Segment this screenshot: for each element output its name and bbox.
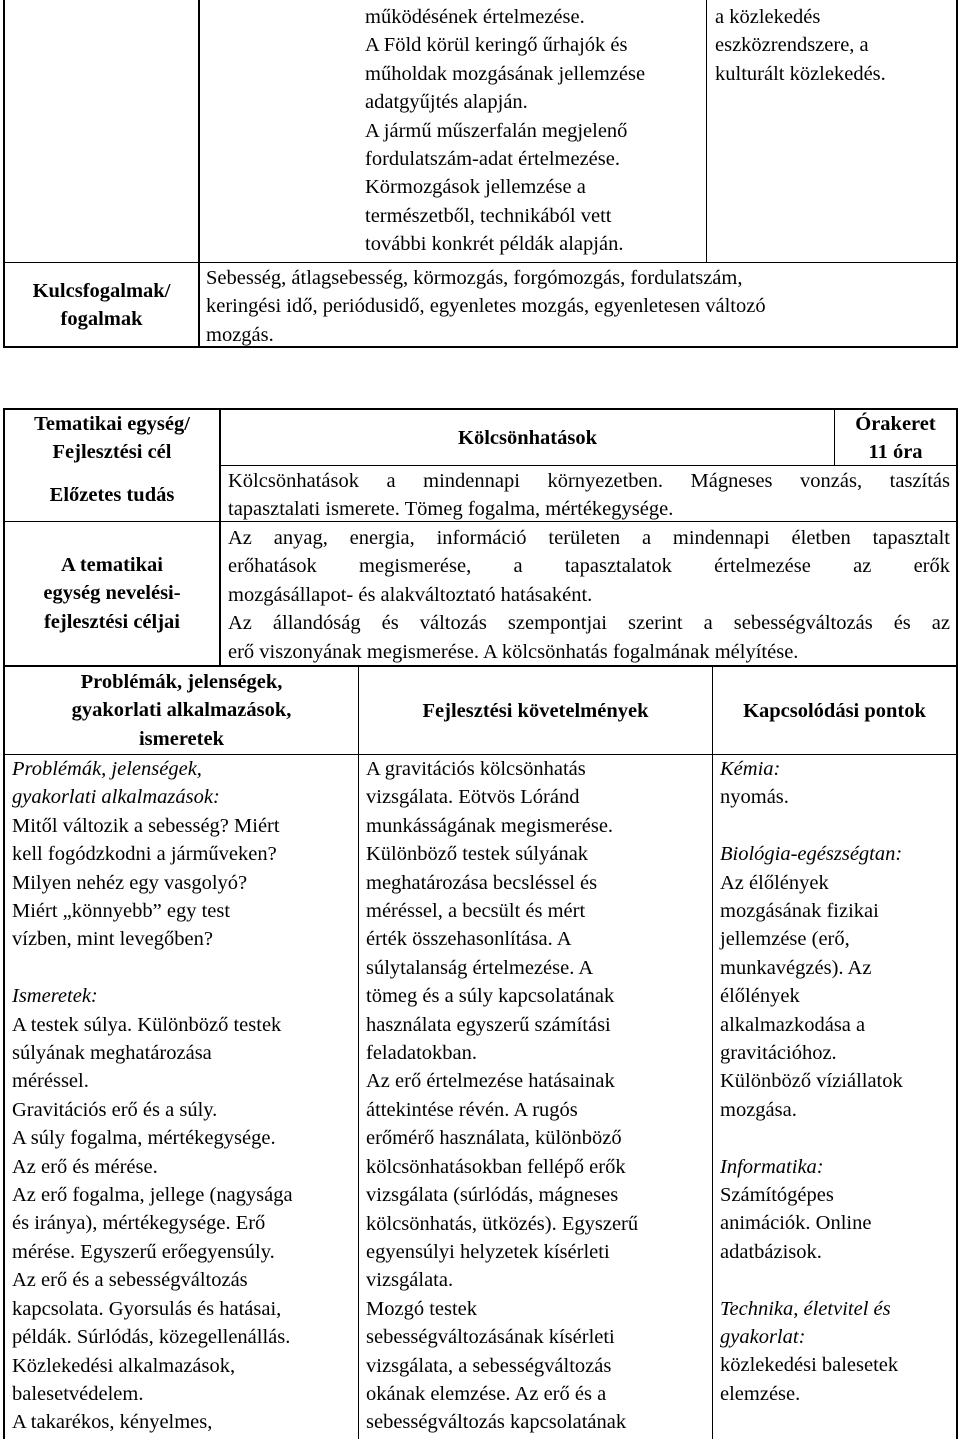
- text-line: Sebesség, átlagsebesség, körmozgás, forgómozgás, fordulatszám,: [206, 267, 743, 289]
- text-line: példák. Súrlódás, közegellenállás.: [12, 1326, 291, 1349]
- text-line: erő viszonyának megismerése. A kölcsönhatás fogalmának mélyítése.: [228, 640, 799, 663]
- requirements-header: Fejlesztési követelmények: [422, 700, 649, 722]
- text-line: A súly fogalma, mértékegysége.: [12, 1127, 276, 1150]
- right-continuation: [715, 3, 886, 88]
- text-line: gyakorlat:: [720, 1326, 806, 1349]
- text-line: Kémia:: [720, 758, 781, 780]
- table-border: [358, 665, 359, 1439]
- text-line: természetből, technikából vett: [365, 204, 612, 227]
- goals-text: [228, 524, 950, 666]
- text-line: Mozgó testek: [366, 1297, 478, 1320]
- text-line: animációk. Online: [720, 1212, 872, 1235]
- key-concepts-text: [206, 264, 766, 349]
- key-concepts-label: [5, 277, 198, 334]
- text-line: tömeg és a súly kapcsolatának: [366, 985, 615, 1008]
- text-line: vízben, mint levegőben?: [12, 928, 213, 951]
- header-line: ismeretek: [138, 727, 224, 750]
- text-line: műholdak mozgásának jellemzése: [365, 62, 646, 85]
- text-line: sebességváltozásának kísérleti: [366, 1326, 615, 1349]
- text-line: A testek súlya. Különböző testek: [12, 1013, 282, 1036]
- text-line: és iránya), mértékegysége. Erő: [12, 1212, 266, 1235]
- text-line: Az erő és mérése.: [12, 1155, 158, 1178]
- text-line: Az állandóság és változás szempontjai szerint a sebességváltozás és az: [228, 612, 950, 635]
- text-line: Ismeretek:: [12, 985, 98, 1008]
- text-line: erőmérő használata, különböző: [366, 1127, 622, 1150]
- text-line: működésének értelmezése.: [365, 6, 585, 28]
- text-line: Az erő fogalma, jellege (nagysága: [12, 1184, 293, 1207]
- text-line: Különböző víziállatok: [720, 1070, 903, 1093]
- text-line: Az erő értelmezése hatásainak: [366, 1070, 615, 1093]
- text-line: Körmozgások jellemzése a: [365, 176, 586, 199]
- text-line: vizsgálata (súrlódás, mágneses: [366, 1184, 619, 1207]
- label-line: Kulcsfogalmak/: [32, 280, 171, 302]
- text-line: meghatározása becsléssel és: [366, 871, 598, 894]
- text-line: használata egyszerű számítási: [366, 1013, 611, 1036]
- label-line: Tematikai egység/: [34, 413, 190, 435]
- text-line: egyensúlyi helyzetek kísérleti: [366, 1240, 610, 1263]
- label-line: A tematikai: [61, 554, 163, 576]
- hours-label: Órakeret: [855, 413, 936, 435]
- text-line: eszközrendszere, a: [715, 34, 869, 57]
- text-line: kölcsönhatás, ütközés). Egyszerű: [366, 1212, 639, 1235]
- table-border: [706, 0, 707, 262]
- unit-title: Kölcsönhatások: [458, 427, 597, 449]
- text-line: Problémák, jelenségek,: [12, 758, 202, 780]
- text-line: adatbázisok.: [720, 1240, 822, 1263]
- text-line: balesetvédelem.: [12, 1382, 144, 1405]
- goals-label: [5, 551, 219, 636]
- text-line: kell fogódzkodni a járműveken?: [12, 843, 277, 866]
- table-border: [198, 0, 200, 348]
- text-line: tapasztalati ismerete. Tömeg fogalma, mértékegysége.: [228, 498, 674, 521]
- text-line: Miért „könnyebb” egy test: [12, 900, 231, 923]
- text-line: sebességváltozás kapcsolatának: [366, 1411, 627, 1434]
- connections-header: Kapcsolódási pontok: [743, 700, 926, 722]
- text-line: vizsgálata.: [366, 1269, 454, 1292]
- text-line: kölcsönhatásokban fellépő erők: [366, 1155, 626, 1178]
- text-line: mozgása.: [720, 1098, 797, 1121]
- text-line: [720, 1266, 903, 1294]
- text-line: [720, 1124, 903, 1152]
- label-line: fogalmak: [60, 308, 143, 331]
- text-line: feladatokban.: [366, 1042, 477, 1065]
- text-line: Kölcsönhatások a mindennapi környezetben. Mágneses vonzás, taszítás: [228, 470, 950, 492]
- text-line: munkásságának megismerése.: [366, 814, 614, 837]
- text-line: gyakorlati alkalmazások:: [12, 786, 220, 809]
- label-line: Fejlesztési cél: [52, 441, 172, 464]
- problems-header: [5, 668, 358, 753]
- prior-knowledge-label: Előzetes tudás: [49, 484, 175, 506]
- text-line: alkalmazkodása a: [720, 1013, 866, 1036]
- text-line: A takarékos, kényelmes,: [12, 1411, 213, 1434]
- text-line: további konkrét példák alapján.: [365, 233, 624, 256]
- text-line: vizsgálata, a sebességváltozás: [366, 1354, 612, 1377]
- text-line: kapcsolata. Gyorsulás és hatásai,: [12, 1297, 282, 1320]
- text-line: mérése. Egyszerű erőegyensúly.: [12, 1240, 275, 1263]
- text-line: A Föld körül keringő űrhajók és: [365, 34, 628, 57]
- connections-column: [720, 755, 903, 1408]
- middle-continuation: [365, 3, 645, 259]
- text-line: jellemzése (erő,: [720, 928, 850, 951]
- text-line: vizsgálata. Eötvös Lóránd: [366, 786, 580, 809]
- text-line: keringési idő, periódusidő, egyenletes mozgás, egyenletesen változó: [206, 295, 766, 318]
- text-line: fordulatszám-adat értelmezése.: [365, 148, 620, 171]
- hours-value: 11 óra: [868, 441, 923, 464]
- text-line: a közlekedés: [715, 6, 821, 28]
- text-line: Technika, életvitel és: [720, 1297, 891, 1320]
- text-line: Biológia-egészségtan:: [720, 843, 903, 866]
- table-border: [712, 665, 713, 1439]
- text-line: munkavégzés). Az: [720, 956, 872, 979]
- text-line: A jármű műszerfalán megjelenő: [365, 119, 628, 142]
- table-border: [956, 0, 958, 348]
- label-line: egység nevelési-: [43, 582, 181, 605]
- text-line: súlyának meghatározása: [12, 1042, 212, 1065]
- text-line: gravitációhoz.: [720, 1042, 837, 1065]
- text-line: Milyen nehéz egy vasgolyó?: [12, 871, 248, 894]
- unit-label: [5, 410, 219, 467]
- text-line: adatgyűjtés alapján.: [365, 91, 528, 114]
- text-line: [12, 954, 293, 982]
- text-line: érték összehasonlítása. A: [366, 928, 572, 951]
- text-line: okának elemzése. Az erő és a: [366, 1382, 607, 1405]
- text-line: [720, 812, 903, 840]
- text-line: mozgás.: [206, 323, 274, 346]
- text-line: közlekedési balesetek: [720, 1354, 899, 1377]
- text-line: nyomás.: [720, 786, 789, 809]
- text-line: méréssel.: [12, 1070, 89, 1093]
- table-border: [956, 408, 958, 1439]
- text-line: A gravitációs kölcsönhatás: [366, 758, 586, 780]
- text-line: Az anyag, energia, információ területen a mindennapi életben tapasztalt: [228, 527, 950, 549]
- text-line: Az élőlények: [720, 871, 829, 894]
- text-line: Mitől változik a sebesség? Miért: [12, 814, 280, 837]
- text-line: méréssel, a becsült és mért: [366, 900, 586, 923]
- text-line: kulturált közlekedés.: [715, 62, 886, 85]
- text-line: mozgásállapot- és alakváltoztató hatásaként.: [228, 583, 593, 606]
- text-line: elemzése.: [720, 1382, 801, 1405]
- header-line: gyakorlati alkalmazások,: [71, 699, 292, 722]
- text-line: áttekintése révén. A rugós: [366, 1098, 578, 1121]
- text-line: Közlekedési alkalmazások,: [12, 1354, 236, 1377]
- label-line: fejlesztési céljai: [43, 610, 180, 633]
- requirements-column: [366, 755, 638, 1437]
- text-line: Az erő és a sebességváltozás: [12, 1269, 248, 1292]
- table-border: [3, 262, 958, 263]
- text-line: súlytalanság értelmezése. A: [366, 956, 594, 979]
- text-line: erőhatások megismerése, a tapasztalatok értelmezése az erők: [228, 555, 950, 578]
- text-line: mozgásának fizikai: [720, 900, 879, 923]
- text-line: Különböző testek súlyának: [366, 843, 589, 866]
- header-line: Problémák, jelenségek,: [80, 671, 283, 693]
- text-line: Gravitációs erő és a súly.: [12, 1098, 218, 1121]
- problems-column: [12, 755, 293, 1437]
- text-line: Informatika:: [720, 1155, 824, 1178]
- text-line: élőlények: [720, 985, 800, 1008]
- prior-knowledge-text: [228, 467, 950, 524]
- hours-box: [835, 410, 956, 467]
- text-line: Számítógépes: [720, 1184, 834, 1207]
